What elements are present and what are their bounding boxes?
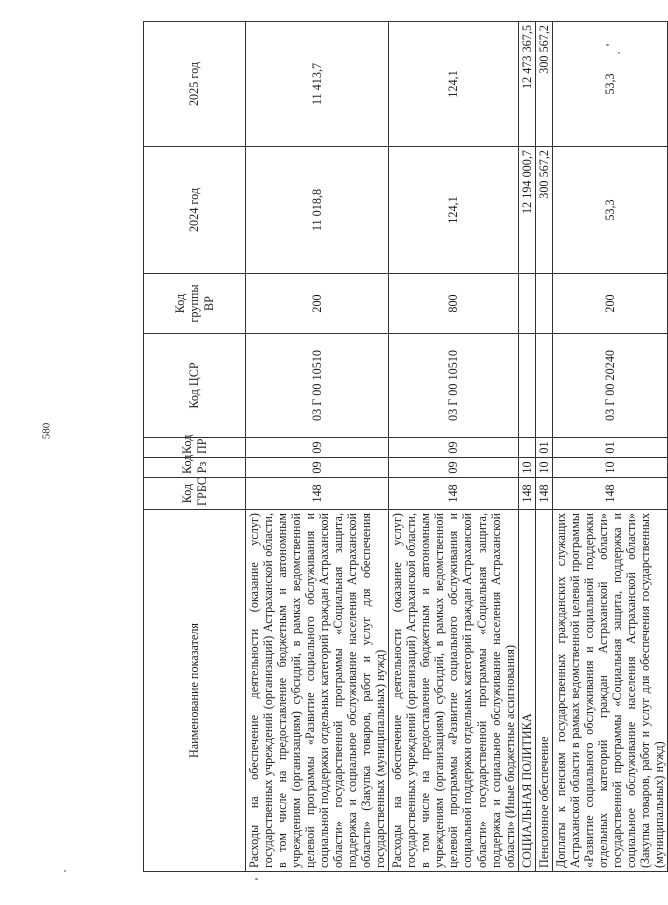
row-2025: 53,3 xyxy=(552,22,667,147)
row-grbs: 148 xyxy=(389,478,518,510)
row-rz: 09 xyxy=(389,458,518,478)
row-2025: 124,1 xyxy=(389,22,518,147)
header-pr: Код ПР xyxy=(144,438,246,458)
row-name: Доплаты к пенсиям государственных гражданских служащих Астраханской области в рамках ведомственной целевой программы «Развитие социального обслуживания и социальной поддержки отдельных категорий граждан Астраханской области» государственной программы «Социальная защита, поддержка и социальное обслуживание населения Астраханской области» (Закупка товаров, работ и услуг для обеспечения государственных (муниципальных) нужд) xyxy=(552,510,667,872)
header-vr: Код группы ВР xyxy=(144,274,246,334)
row-grbs: 148 xyxy=(246,478,389,510)
row-csr xyxy=(535,334,552,438)
row-vr xyxy=(518,274,535,334)
header-rz: Код Рз xyxy=(144,458,246,478)
table-row xyxy=(389,22,518,872)
row-2024: 11 018,8 xyxy=(246,147,389,274)
row-grbs: 148 xyxy=(518,478,535,510)
row-csr: 03 Г 00 10510 xyxy=(389,334,518,438)
row-vr: 200 xyxy=(552,274,667,334)
row-pr: 01 xyxy=(552,438,667,458)
rotated-table-container xyxy=(143,22,666,872)
row-pr: 09 xyxy=(246,438,389,458)
scan-speck xyxy=(618,52,620,54)
row-2025: 11 413,7 xyxy=(246,22,389,147)
header-name: Наименование показателя xyxy=(144,510,246,872)
row-name: Пенсионное обеспечение xyxy=(535,510,552,872)
table-row xyxy=(552,22,667,872)
row-pr xyxy=(518,438,535,458)
row-2025: 12 473 367,5 xyxy=(518,22,535,147)
header-2024: 2024 год xyxy=(144,147,246,274)
row-rz: 09 xyxy=(246,458,389,478)
header-grbs: Код ГРБС xyxy=(144,478,246,510)
table-row xyxy=(246,22,389,872)
row-name: Расходы на обеспечение деятельности (оказание услуг) государственных учреждений (организаций) Астраханской области, в том числе на предоставление бюджетным и автономным учреждениям (организациям) субсидий, в рамках ведомственной целевой программы «Развитие социального обслуживания и социальной поддержки отдельных категорий граждан Астраханской области» государственной программы «Социальная защита, поддержка и социальное обслуживание населения Астраханской области» (Иные бюджетные ассигнования) xyxy=(389,510,518,872)
table-row xyxy=(518,22,535,872)
row-name: Расходы на обеспечение деятельности (оказание услуг) государственных учреждений (организаций) Астраханской области, в том числе на предоставление бюджетным и автономным учреждениям (организациям) субсидий, в рамках ведомственной целевой программы «Развитие социального обслуживания и социальной поддержки отдельных категорий граждан Астраханской области» государственной программы «Социальная защита, поддержка и социальное обслуживание населения Астраханской области» (Закупка товаров, работ и услуг для обеспечения государственных (муниципальных) нужд) xyxy=(246,510,389,872)
row-csr: 03 Г 00 10510 xyxy=(246,334,389,438)
row-2024: 300 567,2 xyxy=(535,147,552,274)
scan-speck xyxy=(606,44,609,46)
row-vr: 800 xyxy=(389,274,518,334)
scan-speck xyxy=(64,870,66,872)
row-csr xyxy=(518,334,535,438)
page-number: 580 xyxy=(40,422,53,440)
table-row xyxy=(535,22,552,872)
row-vr: 200 xyxy=(246,274,389,334)
row-pr: 01 xyxy=(535,438,552,458)
row-rz: 10 xyxy=(518,458,535,478)
row-pr: 09 xyxy=(389,438,518,458)
row-csr: 03 Г 00 20240 xyxy=(552,334,667,438)
header-2025: 2025 год xyxy=(144,22,246,147)
row-2025: 300 567,2 xyxy=(535,22,552,147)
header-csr: Код ЦСР xyxy=(144,334,246,438)
row-rz: 10 xyxy=(535,458,552,478)
row-grbs: 148 xyxy=(552,478,667,510)
budget-table xyxy=(143,21,668,872)
row-2024: 12 194 000,7 xyxy=(518,147,535,274)
table-header-row xyxy=(144,22,246,872)
row-2024: 53,3 xyxy=(552,147,667,274)
row-2024: 124,1 xyxy=(389,147,518,274)
row-rz: 10 xyxy=(552,458,667,478)
row-vr xyxy=(535,274,552,334)
row-name: СОЦИАЛЬНАЯ ПОЛИТИКА xyxy=(518,510,535,872)
row-grbs: 148 xyxy=(535,478,552,510)
scan-speck xyxy=(255,878,258,880)
